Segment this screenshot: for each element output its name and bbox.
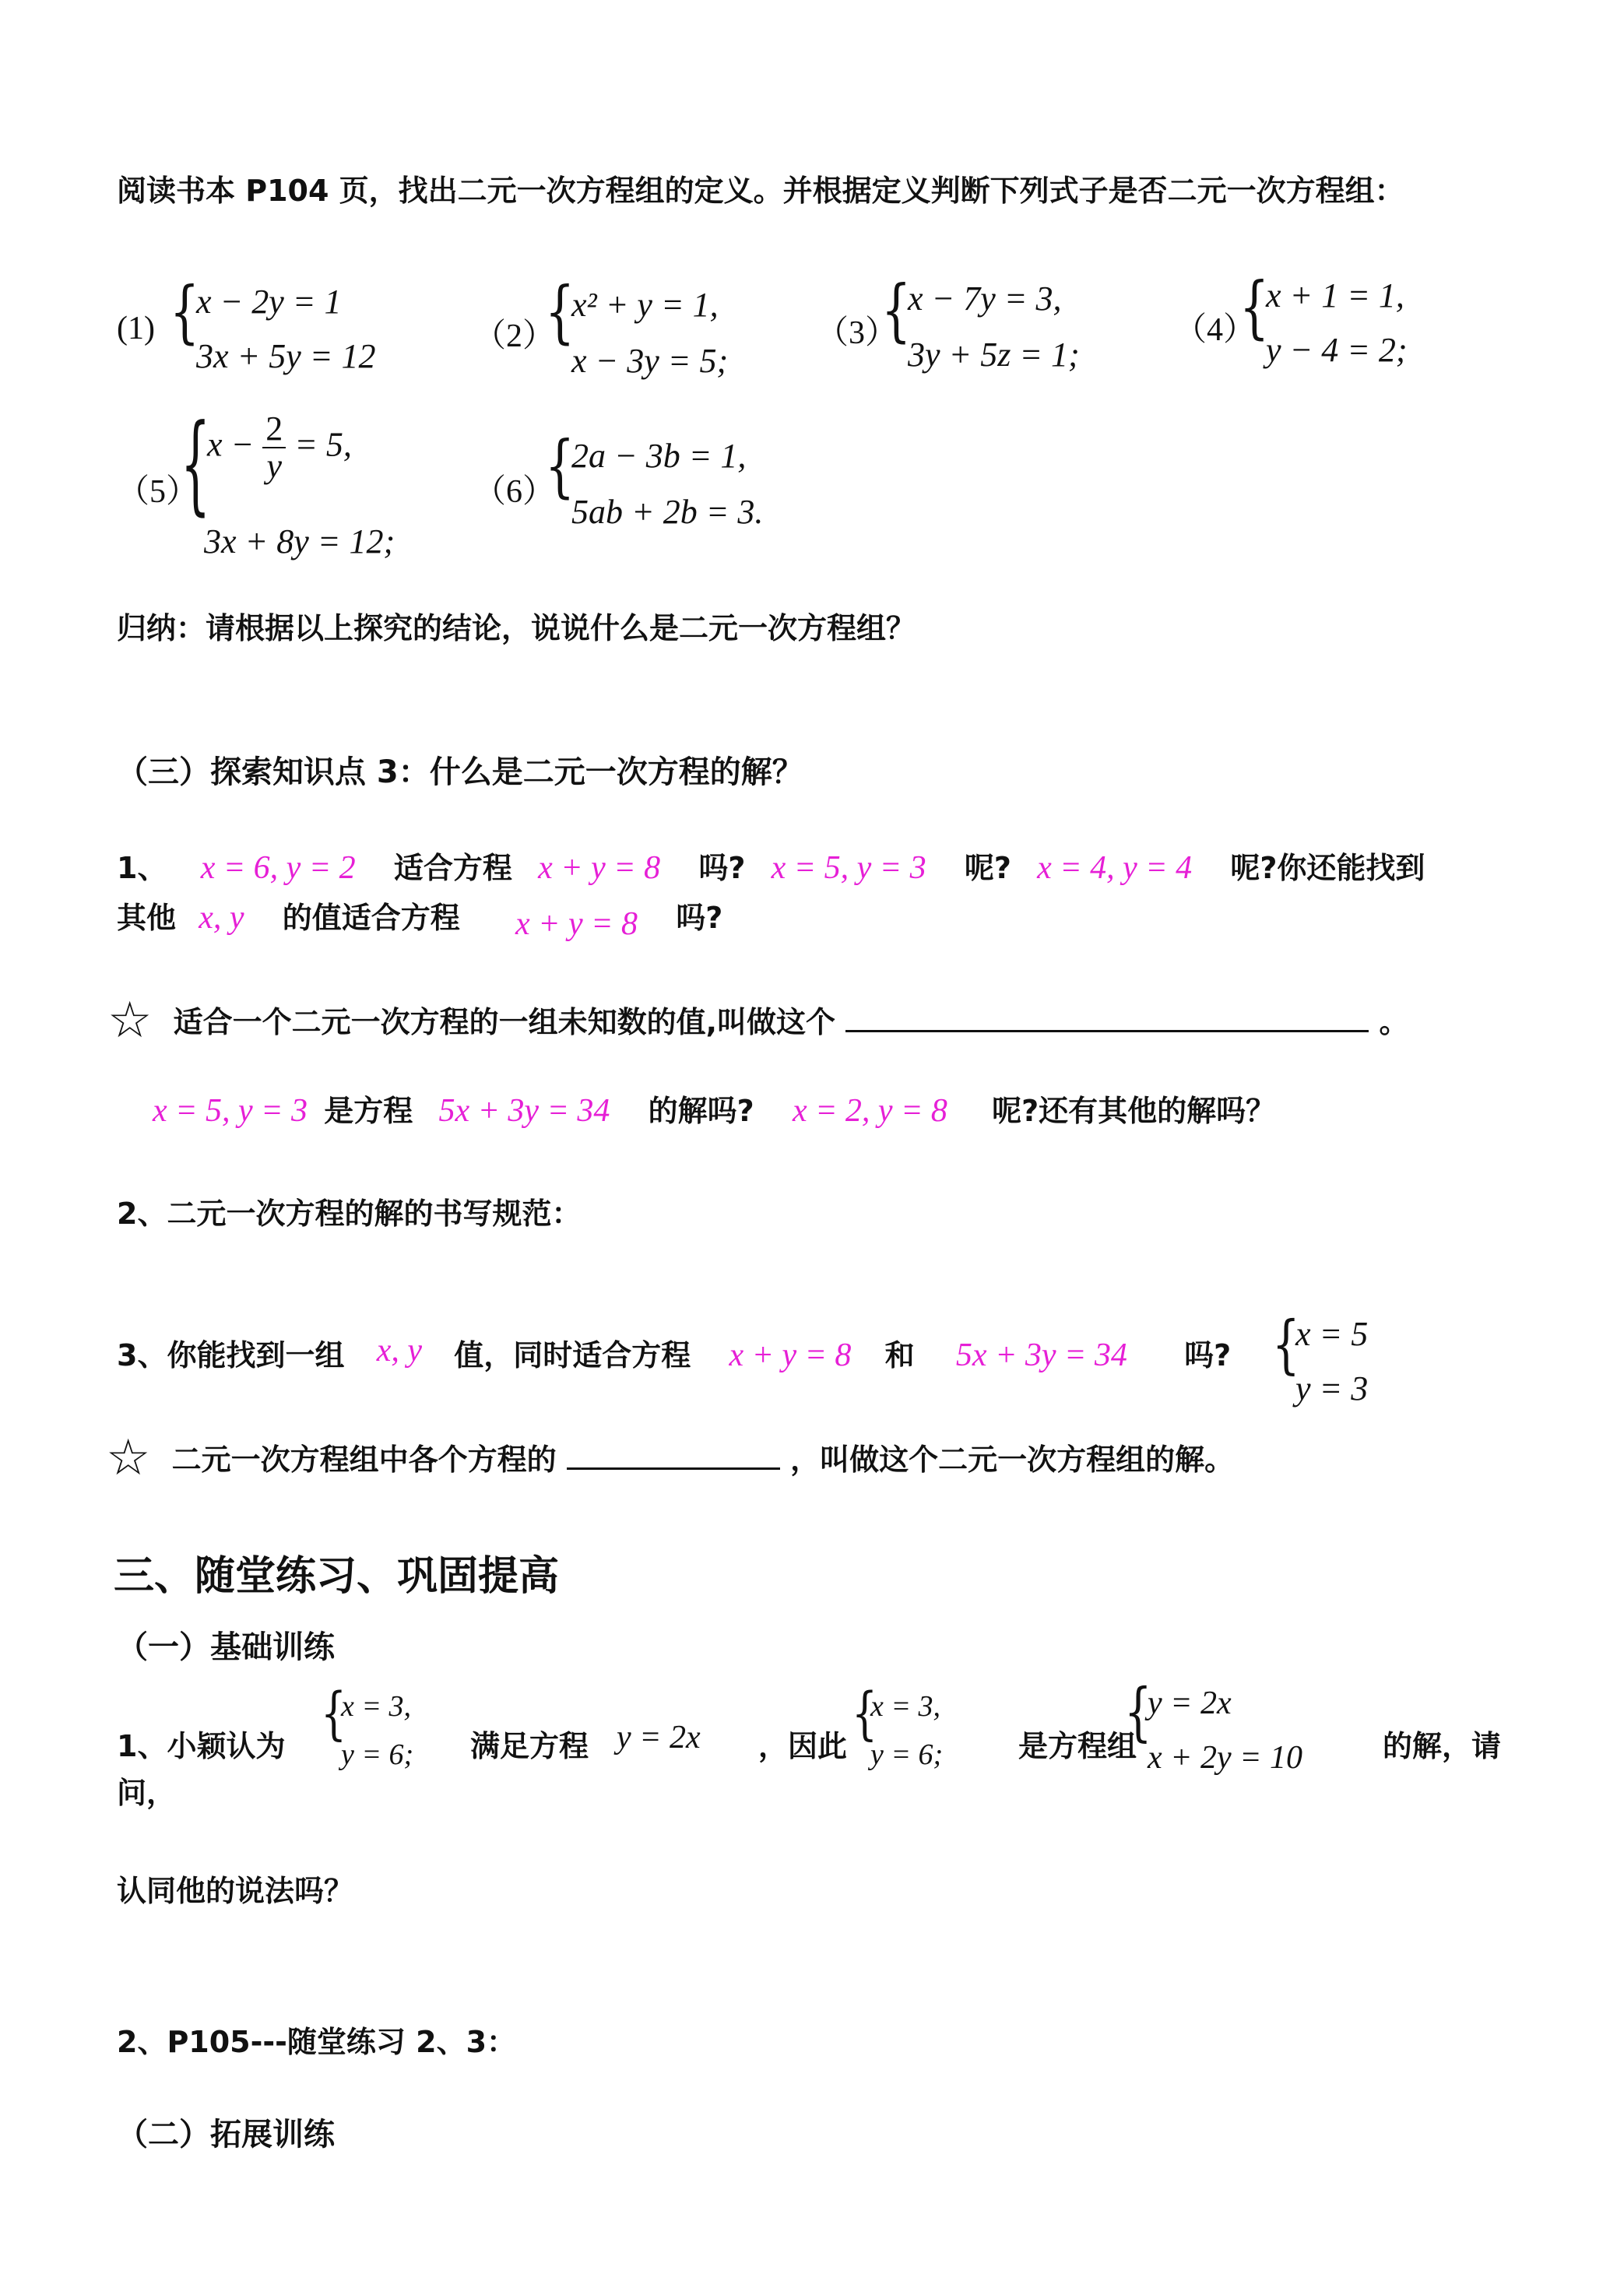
q3-t1: 3、你能找到一组 (117, 1338, 345, 1372)
system-3-brace: { (881, 271, 912, 351)
q3-eq1: x + y = 8 (729, 1337, 852, 1373)
system-2-brace: { (545, 272, 575, 353)
q1-t4: 呢?你还能找到 (1230, 851, 1425, 885)
system-4-brace: { (1239, 268, 1270, 348)
q3-vars: x, y (376, 1333, 422, 1369)
system-3-eq2: 3y + 5z = 1; (908, 336, 1080, 374)
q1-t3: 呢? (964, 851, 1011, 885)
system-4-eq1: x + 1 = 1, (1266, 276, 1404, 315)
system-6-label: （6） (473, 474, 556, 510)
system-1-eq2: 3x + 5y = 12 (196, 337, 376, 375)
q2-text: 2、二元一次方程的解的书写规范： (117, 1197, 582, 1231)
p1-system-2-eq1: x = 3, (870, 1690, 941, 1723)
system-5-label: （5） (117, 474, 199, 510)
q3-line (117, 1331, 1231, 1374)
system-2-label: （2） (473, 318, 556, 354)
q1-line2 (117, 894, 723, 942)
p1-t1: 1、小颖认为 (117, 1729, 286, 1763)
q1-vars: x, y (199, 900, 244, 936)
system-5-fraction-den: y (266, 447, 282, 486)
system-3-eq1: x − 7y = 3, (908, 279, 1062, 318)
q1-line1 (117, 844, 1425, 887)
q1b-line (153, 1087, 1275, 1130)
q1-t1: 适合方程 (393, 851, 512, 885)
practice-title: 三、随堂练习、巩固提高 (114, 1553, 560, 1600)
definition-2-blank (567, 1460, 780, 1470)
q3-eq2: 5x + 3y = 34 (955, 1337, 1127, 1373)
definition-1-blank (845, 1022, 1369, 1032)
q3-t3: 和 (884, 1338, 915, 1372)
q3-system-brace: { (1272, 1308, 1300, 1382)
q3-t2: 值，同时适合方程 (454, 1338, 691, 1372)
system-6-eq1: 2a − 3b = 1, (571, 437, 747, 475)
q1-pair-a: x = 6, y = 2 (200, 850, 356, 886)
system-5-fraction (262, 411, 286, 484)
q1-l2b: 的值适合方程 (282, 901, 460, 935)
system-2-eq2: x − 3y = 5; (571, 342, 729, 380)
p1-eq: y = 2x (617, 1720, 701, 1756)
system-2-eq1: x² + y = 1, (571, 286, 719, 324)
q1b-pair-b: x = 2, y = 8 (792, 1093, 947, 1129)
q1-pair-b: x = 5, y = 3 (771, 850, 926, 886)
q1-l2c: 吗? (676, 901, 723, 935)
system-1-eq1: x − 2y = 1 (196, 283, 342, 321)
system-1-label: (1) (117, 311, 155, 346)
p1-system-1-eq1: x = 3, (341, 1690, 412, 1723)
definition-2-t1: 二元一次方程组中各个方程的 (171, 1443, 557, 1477)
system-1-brace: { (170, 272, 200, 353)
extension-title: （二）拓展训练 (117, 2117, 335, 2153)
definition-1 (107, 987, 1409, 1049)
system-6-eq2: 5ab + 2b = 3. (571, 493, 764, 531)
q1-eq: x + y = 8 (538, 850, 661, 886)
q1b-pair-a: x = 5, y = 3 (153, 1093, 308, 1129)
star-icon: ☆ (106, 1429, 151, 1487)
q1b-t1: 是方程 (324, 1094, 413, 1128)
definition-2-t2: ，叫做这个二元一次方程组的解。 (790, 1443, 1235, 1477)
system-4-label: （4） (1174, 312, 1257, 348)
basic-training-title: （一）基础训练 (117, 1629, 335, 1665)
p2-text: 2、P105---随堂练习 2、3： (117, 2025, 517, 2059)
system-5-brace: { (181, 402, 211, 528)
p1-system-1-brace: { (321, 1682, 347, 1748)
p1-system-3-eq1: y = 2x (1148, 1685, 1232, 1721)
q1-pair-c: x = 4, y = 4 (1037, 850, 1193, 886)
q1-l2a: 其他 (117, 901, 177, 935)
p1-system-1-eq2: y = 6; (341, 1738, 414, 1771)
system-4-eq2: y − 4 = 2; (1266, 331, 1408, 369)
p1-t2: 满足方程 (470, 1729, 589, 1763)
q3-t4: 吗? (1184, 1338, 1232, 1372)
q1-t2: 吗? (698, 851, 746, 885)
section-3-title: （三）探索知识点 3：什么是二元一次方程的解？ (117, 754, 803, 790)
q1b-t3: 呢?还有其他的解吗？ (992, 1094, 1276, 1128)
system-5-eq2: 3x + 8y = 12; (204, 522, 395, 561)
p1-t3: ，因此 (758, 1729, 848, 1763)
q1b-t2: 的解吗? (648, 1094, 754, 1128)
system-6-brace: { (545, 427, 575, 507)
system-5-eq1 (207, 411, 352, 484)
p1-system-2-brace: { (852, 1682, 878, 1748)
system-5-eq1-suffix: = 5, (294, 425, 352, 464)
definition-1-text: 适合一个二元一次方程的一组未知数的值,叫做这个 (173, 1005, 836, 1039)
intro-text: 阅读书本 P104 页，找出二元一次方程组的定义。并根据定义判断下列式子是否二元一次方程组： (117, 174, 1404, 208)
p1-system-3-brace: { (1124, 1675, 1152, 1749)
system-3-label: （3） (816, 315, 898, 351)
p1-t5: 的解，请 (1383, 1729, 1502, 1763)
q1b-eq: 5x + 3y = 34 (438, 1093, 610, 1129)
q3-system-eq1: x = 5 (1295, 1315, 1369, 1353)
p1-system-3-eq2: x + 2y = 10 (1148, 1740, 1302, 1776)
q1-num: 1、 (117, 851, 167, 885)
star-icon: ☆ (107, 992, 153, 1049)
system-5-eq1-prefix: x − (207, 425, 255, 464)
q1-eq2: x + y = 8 (515, 906, 638, 942)
p1-t6: 问， (117, 1776, 177, 1810)
definition-1-end: 。 (1379, 1005, 1409, 1039)
system-5-fraction-num: 2 (262, 411, 286, 448)
p1-system-2-eq2: y = 6; (870, 1738, 944, 1771)
p1-t7: 认同他的说法吗？ (117, 1874, 354, 1908)
summary-text: 归纳：请根据以上探究的结论，说说什么是二元一次方程组？ (117, 611, 916, 645)
definition-2 (106, 1425, 1235, 1487)
p1-t4: 是方程组 (1018, 1729, 1137, 1763)
q3-system-eq2: y = 3 (1295, 1369, 1369, 1408)
